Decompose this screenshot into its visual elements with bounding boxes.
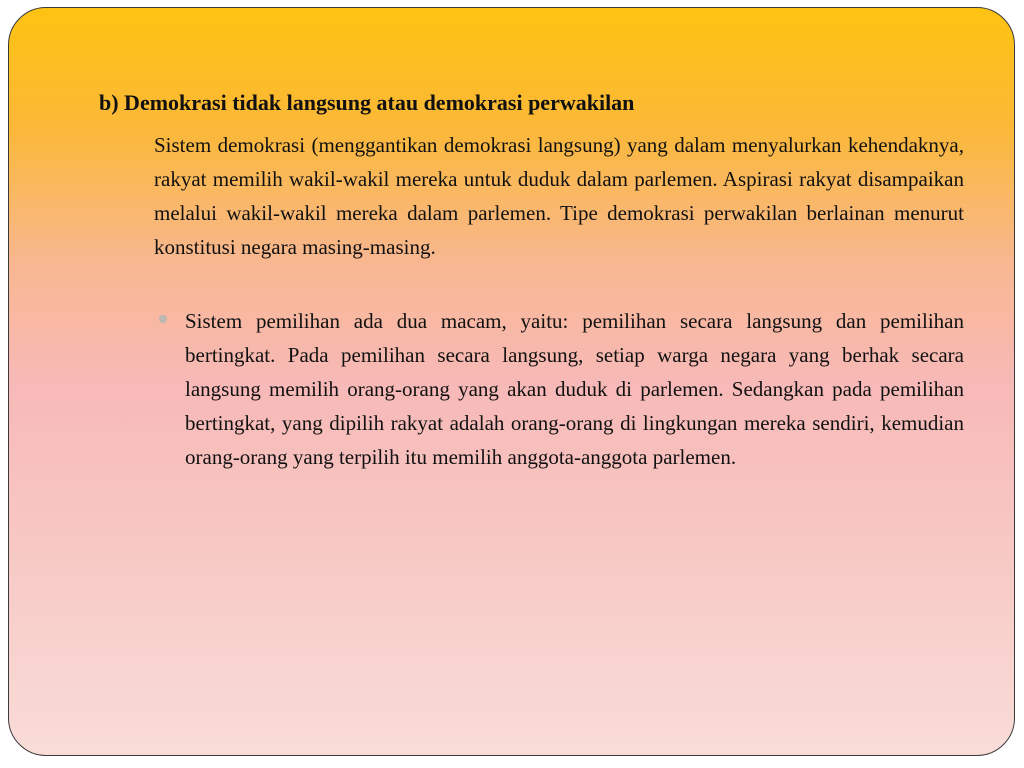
bullet-icon: [159, 315, 167, 323]
slide-frame: [8, 7, 1015, 756]
list-item: [159, 304, 964, 474]
body-paragraph: Sistem demokrasi (menggantikan demokrasi langsung) yang dalam menyalurkan kehendaknya, rakyat memilih wakil-wakil mereka untuk duduk dalam parlemen. Aspirasi rakyat disampaikan melalui wakil-wakil mereka dalam parlemen. Tipe demokrasi perwakilan berlainan menurut konstitusi negara masing-masing.: [154, 133, 964, 259]
slide-heading: b) Demokrasi tidak langsung atau demokrasi perwakilan: [99, 90, 635, 115]
bullet-text: Sistem pemilihan ada dua macam, yaitu: pemilihan secara langsung dan pemilihan bertingkat. Pada pemilihan secara langsung, setiap warga negara yang berhak secara langsung memilih orang-orang yang akan duduk di parlemen. Sedangkan pada pemilihan bertingkat, yang dipilih rakyat adalah orang-orang di lingkungan mereka sendiri, kemudian orang-orang yang terpilih itu memilih anggota-anggota parlemen.: [185, 309, 964, 469]
